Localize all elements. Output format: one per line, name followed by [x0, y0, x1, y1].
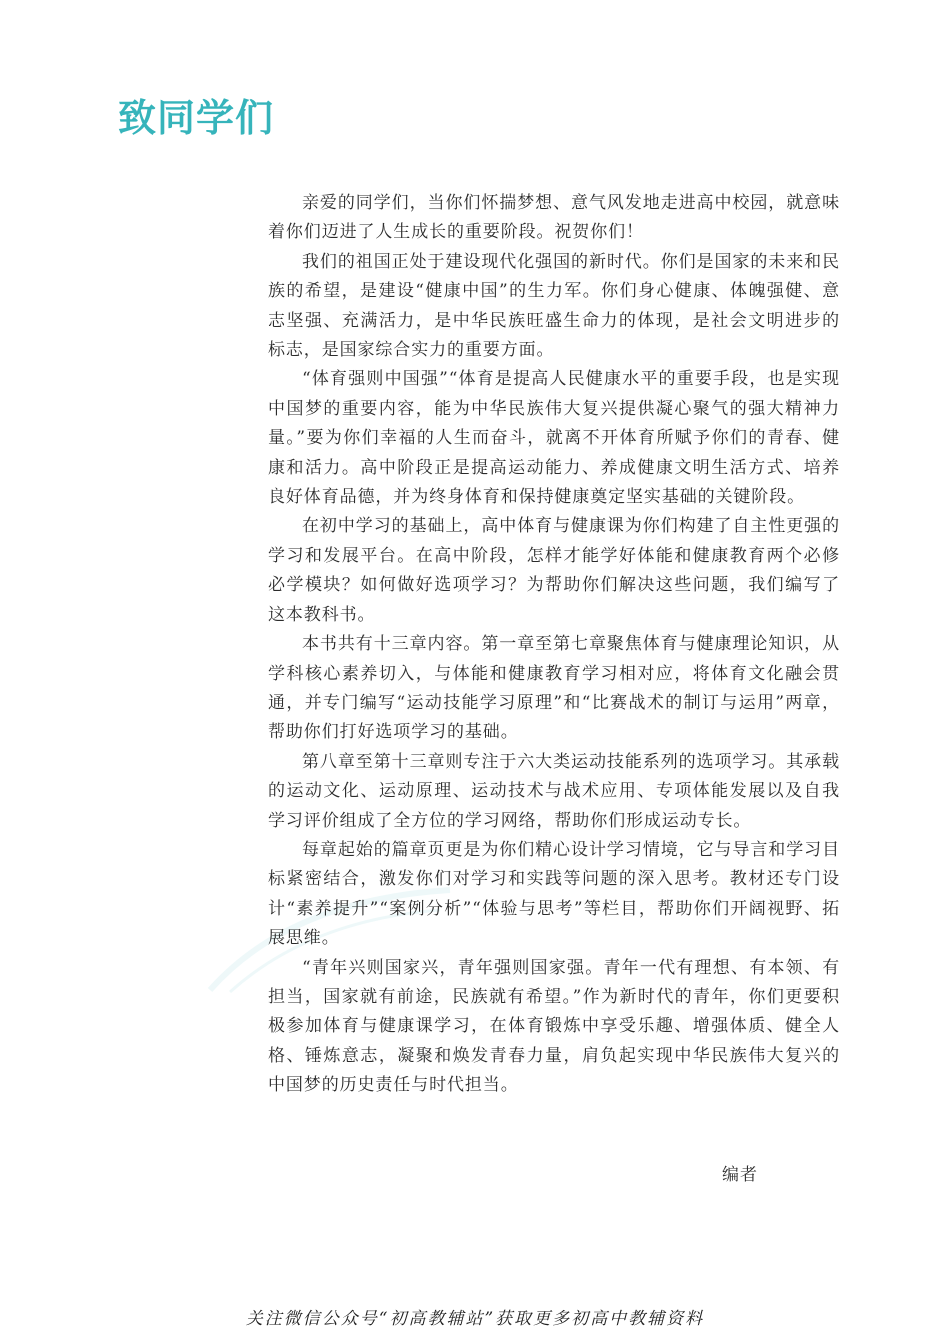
footer-notice: 关注微信公众号“初高教辅站”获取更多初高中教辅资料 — [245, 1309, 705, 1329]
paragraph: 我们的祖国正处于建设现代化强国的新时代。你们是国家的未来和民族的希望，是建设“健康中国”的生力军。你们身心健康、体魄强健、意志坚强、充满活力，是中华民族旺盛生命力的体现，是社会文明进步的标志，是国家综合实力的重要方面。 — [268, 251, 840, 361]
paragraph: “体育强则中国强”“体育是提高人民健康水平的重要手段，也是实现中国梦的重要内容，能为中华民族伟大复兴提供凝心聚气的强大精神力量。”要为你们幸福的人生而奋斗，就离不开体育所赋予你们的青春、健康和活力。高中阶段正是提高运动能力、养成健康文明生活方式、培养良好体育品德，并为终身体育和保持健康奠定坚实基础的关键阶段。 — [268, 369, 840, 508]
signature: 编者 — [722, 1165, 758, 1185]
paragraph: 第八章至第十三章则专注于六大类运动技能系列的选项学习。其承载的运动文化、运动原理、运动技术与战术应用、专项体能发展以及自我学习评价组成了全方位的学习网络，帮助你们形成运动专长。 — [268, 751, 840, 831]
paragraph: 亲爱的同学们，当你们怀揣梦想、意气风发地走进高中校园，就意味着你们迈进了人生成长的重要阶段。祝贺你们！ — [268, 193, 840, 243]
paragraph: 本书共有十三章内容。第一章至第七章聚焦体育与健康理论知识，从学科核心素养切入，与体能和健康教育学习相对应，将体育文化融会贯通，并专门编写“运动技能学习原理”和“比赛战术的制订与运用”两章，帮助你们打好选项学习的基础。 — [268, 634, 840, 743]
page-title: 致同学们 — [118, 96, 275, 140]
paragraph: “青年兴则国家兴，青年强则国家强。青年一代有理想、有本领、有担当，国家就有前途，民族就有希望。”作为新时代的青年，你们更要积极参加体育与健康课学习，在体育锻炼中享受乐趣、增强体质、健全人格、锤炼意志，凝聚和焕发青春力量，肩负起实现中华民族伟大复兴的中国梦的历史责任与时代担当。 — [268, 957, 840, 1096]
paragraph: 每章起始的篇章页更是为你们精心设计学习情境，它与导言和学习目标紧密结合，激发你们对学习和实践等问题的深入思考。教材还专门设计“素养提升”“案例分析”“体验与思考”等栏目，帮助你们开阔视野、拓展思维。 — [268, 839, 840, 949]
letter-body — [268, 189, 840, 1101]
paragraph: 在初中学习的基础上，高中体育与健康课为你们构建了自主性更强的学习和发展平台。在高中阶段，怎样才能学好体能和健康教育两个必修必学模块？如何做好选项学习？为帮助你们解决这些问题，我们编写了这本教科书。 — [268, 516, 840, 625]
